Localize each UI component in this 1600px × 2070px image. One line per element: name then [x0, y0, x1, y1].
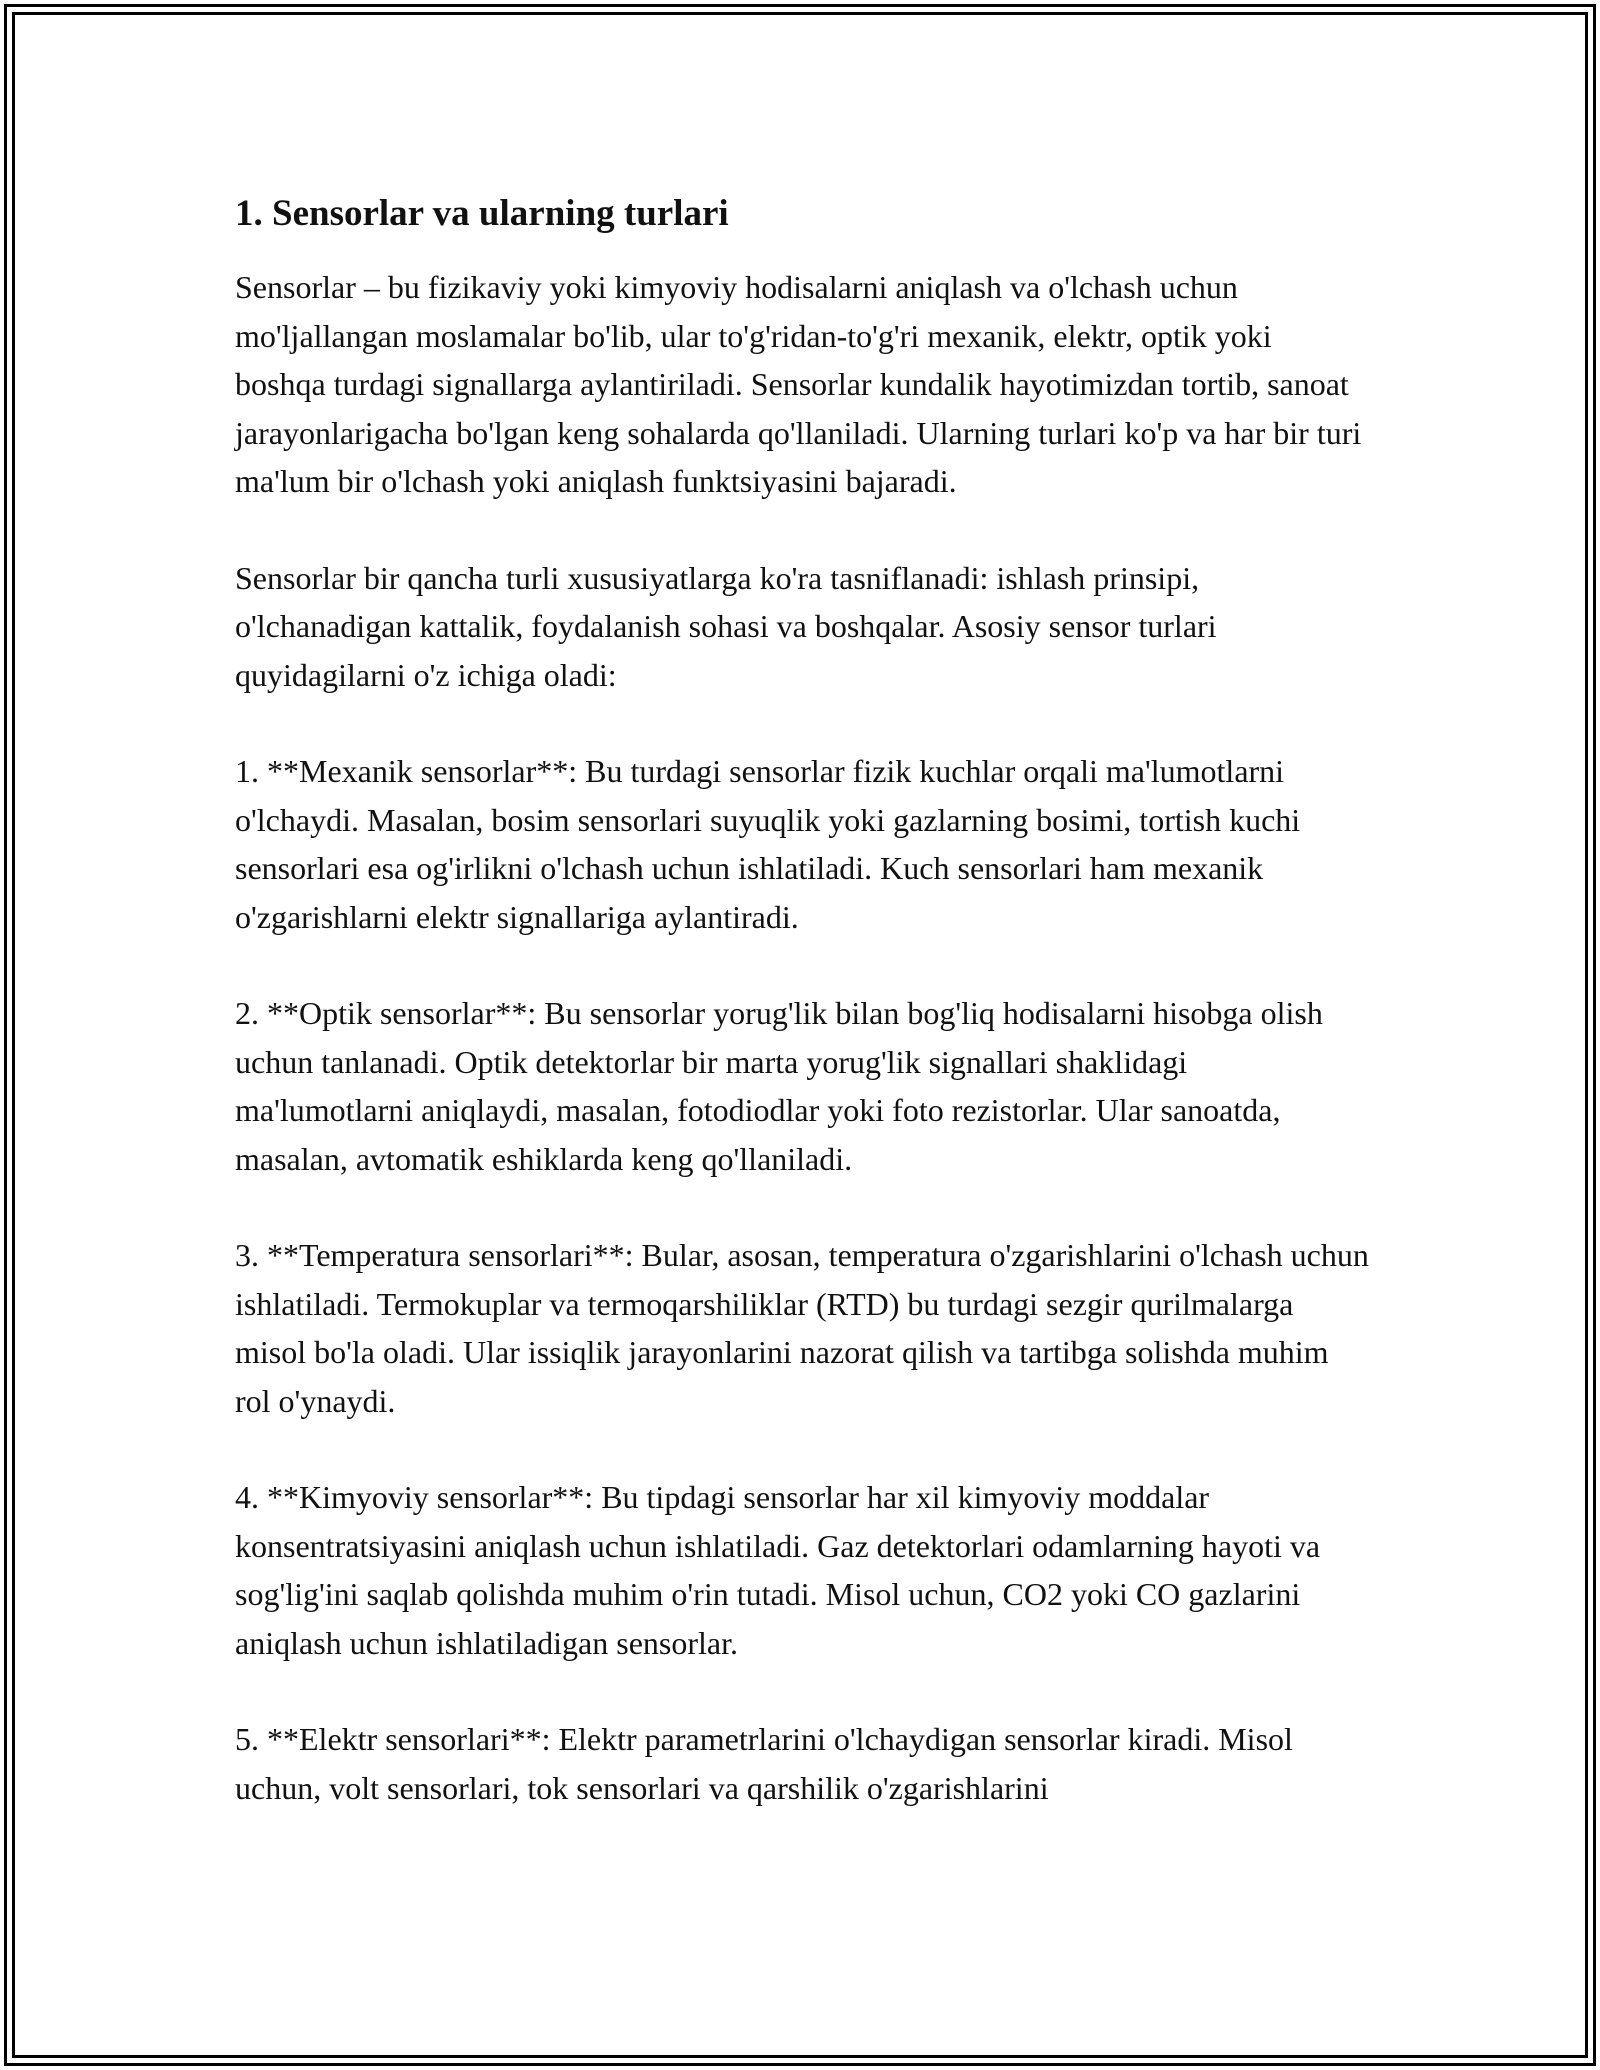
optical-sensors-paragraph: 2. **Optik sensorlar**: Bu sensorlar yorug'lik bilan bog'liq hodisalarni hisobga olish uchun tanlanadi. Optik detektorlar bir marta yorug'lik signallari shaklidagi ma'lumotlarni aniqlaydi, masalan, fotodiodlar yoki foto rezistorlar. Ular sanoatda, masalan, avtomatik eshiklarda keng qo'llaniladi. — [235, 995, 1323, 1177]
electrical-sensors-paragraph: 5. **Elektr sensorlari**: Elektr parametrlarini o'lchaydigan sensorlar kiradi. Misol uchun, volt sensorlari, tok sensorlari va qarshilik o'zgarishlarini — [235, 1721, 1293, 1806]
temperature-sensors-paragraph: 3. **Temperatura sensorlari**: Bular, asosan, temperatura o'zgarishlarini o'lchash uchun ishlatiladi. Termokuplar va termoqarshiliklar (RTD) bu turdagi sezgir qurilmalarga misol bo'la oladi. Ular issiqlik jarayonlarini nazorat qilish va tartibga solishda muhim rol o'ynaydi. — [235, 1237, 1369, 1419]
intro-paragraph: Sensorlar – bu fizikaviy yoki kimyoviy hodisalarni aniqlash va o'lchash uchun mo'ljallangan moslamalar bo'lib, ular to'g'ridan-to'g'ri mexanik, elektr, optik yoki boshqa turdagi signallarga aylantiriladi. Sensorlar kundalik hayotimizdan tortib, sanoat jarayonlarigacha bo'lgan keng sohalarda qo'llaniladi. Ularning turlari ko'p va har bir turi ma'lum bir o'lchash yoki aniqlash funktsiyasini bajaradi. — [235, 269, 1362, 499]
document-title: 1. Sensorlar va ularning turlari — [235, 193, 729, 234]
chemical-sensors-paragraph: 4. **Kimyoviy sensorlar**: Bu tipdagi sensorlar har xil kimyoviy moddalar konsentratsiyasini aniqlash uchun ishlatiladi. Gaz detektorlari odamlarning hayoti va sog'lig'ini saqlab qolishda muhim o'rin tutadi. Misol uchun, CO2 yoki CO gazlarini aniqlash uchun ishlatiladigan sensorlar. — [235, 1479, 1321, 1661]
document-body — [235, 185, 1370, 1860]
mechanical-sensors-paragraph: 1. **Mexanik sensorlar**: Bu turdagi sensorlar fizik kuchlar orqali ma'lumotlarni o'lchaydi. Masalan, bosim sensorlari suyuqlik yoki gazlarning bosimi, tortish kuchi sensorlari esa og'irlikni o'lchash uchun ishlatiladi. Kuch sensorlari ham mexanik o'zgarishlarni elektr signallariga aylantiradi. — [235, 753, 1301, 935]
classification-paragraph: Sensorlar bir qancha turli xususiyatlarga ko'ra tasniflanadi: ishlash prinsipi, o'lchanadigan kattalik, foydalanish sohasi va boshqalar. Asosiy sensor turlari quyidagilarni o'z ichiga oladi: — [235, 559, 1217, 693]
